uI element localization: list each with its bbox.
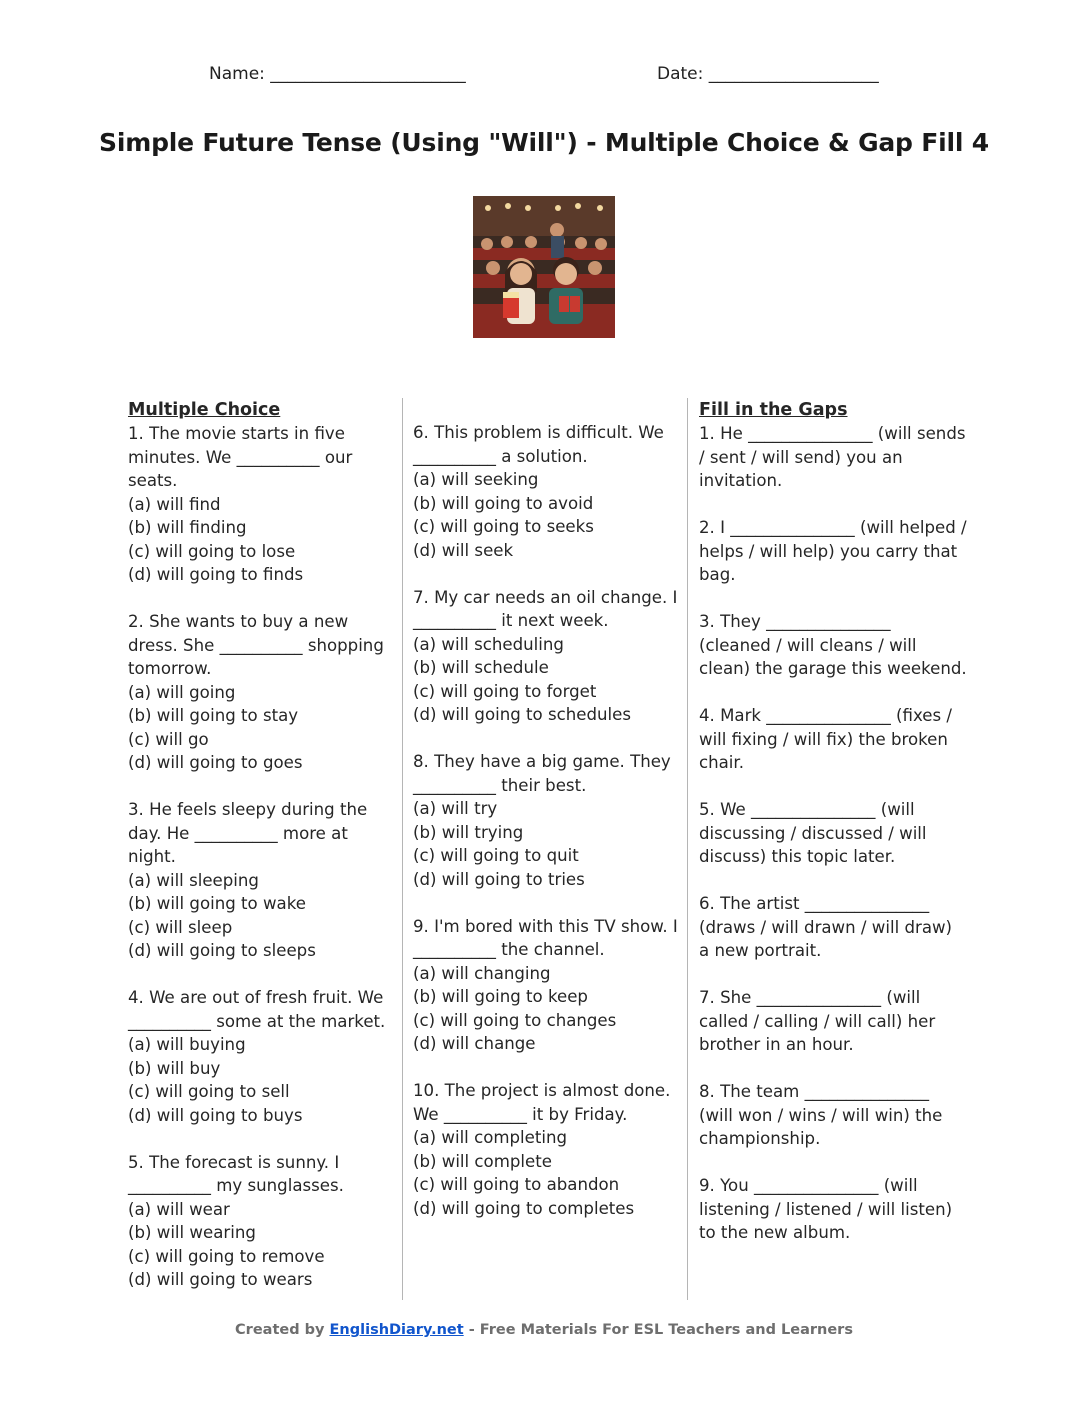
footer-suffix: - Free Materials For ESL Teachers and Learners (463, 1322, 853, 1338)
option: (a) will changing (413, 963, 551, 983)
cinema-illustration (473, 196, 615, 338)
gap-item-4 (699, 704, 967, 775)
gap-item-2 (699, 516, 967, 587)
option: (a) will completing (413, 1128, 568, 1147)
gap-item-text: 3. They _______________ (cleaned / will cleans / will clean) the garage this weekend. (699, 612, 967, 678)
option: (b) will buy (128, 1058, 221, 1078)
gap-item-text: 5. We _______________ (will discussing / discussed / will discuss) this topic later. (699, 800, 927, 866)
option: (d) will going to schedules (413, 705, 631, 724)
gap-item-8 (699, 1080, 967, 1151)
option: (a) will buying (128, 1035, 246, 1054)
option: (a) will scheduling (413, 634, 564, 654)
question-stem: 1. The movie starts in five minutes. We __________ our seats. (128, 424, 353, 490)
option: (a) will find (128, 494, 221, 514)
gap-item-text: 9. You _______________ (will listening / listened / will listen) to the new album. (699, 1176, 953, 1242)
option: (d) will seek (413, 540, 514, 560)
footer-credit (0, 1322, 1088, 1338)
gap-item-text: 4. Mark _______________ (fixes / will fixing / will fix) the broken chair. (699, 706, 952, 772)
option: (c) will going to abandon (413, 1175, 620, 1194)
option: (d) will going to tries (413, 869, 585, 889)
question-stem: 7. My car needs an oil change. I __________ it next week. (413, 587, 678, 630)
option: (d) will going to goes (128, 753, 303, 772)
question-stem: 10. The project is almost done. We __________ it by Friday. (413, 1081, 671, 1124)
option: (b) will schedule (413, 658, 549, 677)
option: (d) will going to finds (128, 565, 304, 584)
gap-item-7 (699, 986, 967, 1057)
option: (a) will wear (128, 1199, 230, 1219)
option: (c) will going to forget (413, 681, 597, 701)
gap-item-3 (699, 610, 967, 681)
option: (d) will going to buys (128, 1105, 303, 1125)
multiple-choice-heading: Multiple Choice (128, 400, 281, 420)
mc-question-4 (128, 986, 390, 1127)
option: (b) will finding (128, 518, 247, 537)
mc-question-5 (128, 1151, 390, 1292)
gap-item-9 (699, 1174, 967, 1245)
name-field: Name: _______________________ (209, 64, 466, 84)
option: (b) will going to avoid (413, 493, 594, 513)
gap-item-text: 8. The team _______________ (will won / wins / will win) the championship. (699, 1082, 943, 1148)
gap-fill-column (699, 398, 967, 1268)
mc-question-6 (413, 421, 678, 562)
worksheet-title: Simple Future Tense (Using "Will") - Multiple Choice & Gap Fill 4 (99, 128, 989, 157)
option: (b) will going to keep (413, 987, 588, 1006)
question-stem: 3. He feels sleepy during the day. He __________ more at night. (128, 800, 368, 866)
gap-item-1 (699, 422, 967, 493)
column-divider-2 (687, 398, 688, 1300)
mc-question-1 (128, 422, 390, 587)
gap-item-text: 1. He _______________ (will sends / sent / will send) you an invitation. (699, 424, 966, 490)
question-stem: 5. The forecast is sunny. I __________ my sunglasses. (128, 1152, 344, 1195)
option: (d) will change (413, 1034, 536, 1053)
mc-question-9 (413, 915, 678, 1056)
mc-question-8 (413, 750, 678, 891)
mc-question-10 (413, 1079, 678, 1220)
multiple-choice-column-1 (128, 398, 390, 1315)
option: (c) will going to sell (128, 1082, 290, 1101)
option: (d) will going to wears (128, 1270, 313, 1289)
option: (a) will sleeping (128, 870, 259, 890)
question-stem: 9. I'm bored with this TV show. I __________ the channel. (413, 916, 678, 959)
mc-question-3 (128, 798, 390, 963)
option: (a) will seeking (413, 470, 539, 489)
option: (d) will going to completes (413, 1198, 635, 1218)
question-stem: 4. We are out of fresh fruit. We __________ some at the market. (128, 988, 386, 1031)
option: (c) will going to lose (128, 541, 296, 561)
englishdiary-link[interactable]: EnglishDiary.net (329, 1322, 464, 1338)
option: (c) will going to quit (413, 846, 579, 865)
option: (a) will try (413, 799, 498, 818)
option: (b) will going to stay (128, 706, 299, 725)
option: (c) will go (128, 729, 209, 749)
question-stem: 8. They have a big game. They __________ their best. (413, 752, 671, 795)
question-stem: 2. She wants to buy a new dress. She __________ shopping tomorrow. (128, 612, 384, 678)
gap-item-text: 6. The artist _______________ (draws / will drawn / will draw) a new portrait. (699, 894, 953, 960)
option: (c) will going to seeks (413, 517, 594, 536)
option: (b) will going to wake (128, 894, 306, 913)
option: (b) will trying (413, 822, 524, 842)
date-field: Date: ____________________ (657, 64, 879, 84)
option: (b) will complete (413, 1151, 552, 1171)
option: (b) will wearing (128, 1223, 256, 1242)
option: (c) will going to remove (128, 1246, 325, 1266)
option: (c) will sleep (128, 917, 233, 937)
option: (c) will going to changes (413, 1010, 617, 1030)
gap-item-text: 2. I _______________ (will helped / helps / will help) you carry that bag. (699, 518, 967, 584)
footer-prefix: Created by (235, 1322, 330, 1338)
option: (a) will going (128, 682, 236, 702)
gap-item-6 (699, 892, 967, 963)
question-stem: 6. This problem is difficult. We __________ a solution. (413, 423, 664, 466)
mc-question-7 (413, 586, 678, 727)
gap-item-5 (699, 798, 967, 869)
gap-item-text: 7. She _______________ (will called / calling / will call) her brother in an hour. (699, 988, 936, 1054)
gap-fill-heading: Fill in the Gaps (699, 400, 848, 420)
column-divider-1 (402, 398, 403, 1300)
option: (d) will going to sleeps (128, 941, 316, 960)
mc-question-2 (128, 610, 390, 775)
multiple-choice-column-2 (413, 421, 678, 1244)
